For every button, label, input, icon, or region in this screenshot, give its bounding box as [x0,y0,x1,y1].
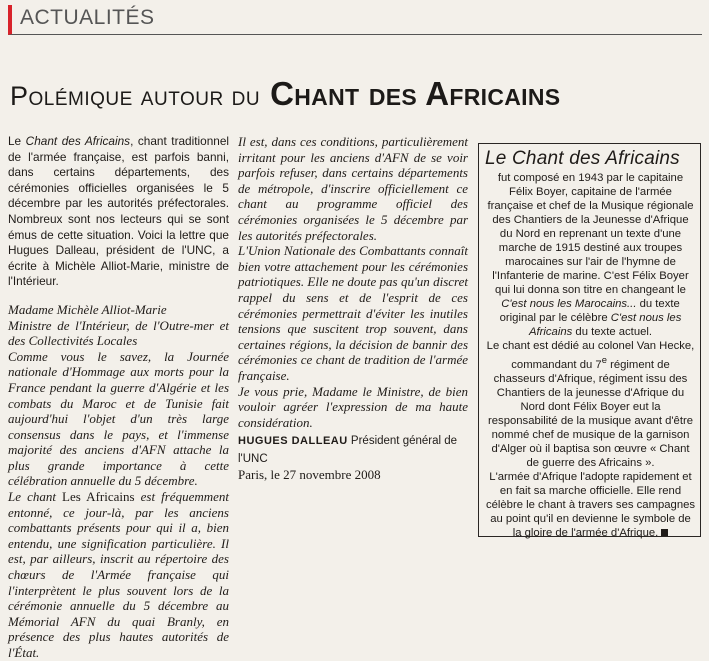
headline-part2: Chant des Africains [270,75,561,112]
sidebar-paragraph-3: L'armée d'Afrique l'adopte rapidement et en fait sa marche officielle. Elle rend célèbre le chant à travers ses campagnes au point qu'il en devienne le symbole de la gloire de l'armée d'Afrique. [485,470,696,539]
sidebar-paragraph-1: fut composé en 1943 par le capitaine Félix Boyer, capitaine de l'armée française et chef de la Musique régionale des Chantiers de la Jeunesse d'Afrique du Nord en reprenant un texte d'une marche de 1915 destiné aux troupes marocaines sur l'air de l'hymne de l'Infanterie de marine. C'est Félix Boyer qui lui donna son titre en changeant le C'est nous les Marocains... du texte original par le célèbre C'est nous les Africains du texte actuel. [487,172,694,338]
letter-signature [238,432,468,483]
article-intro: Le Chant des Africains, chant traditionnel de l'armée française, est parfois banni, dans certains départements, des cérémonies officielles organisées le 5 décembre par les autorités préfectorales. Nombreux sont nos lecteurs qui se sont émus de cette situation. Voici la lettre que Hugues Dalleau, président de l'UNC, a écrite à Michèle Alliot-Marie, ministre de l'Intérieur. [8,134,229,289]
end-square-icon [661,529,668,536]
article-column-1 [8,134,229,661]
article-headline [10,75,700,113]
signature-date: Paris, le 27 novembre 2008 [238,467,381,483]
sidebar-title: Le Chant des Africains [485,148,680,169]
sidebar-box [478,143,701,537]
article-column-2 [238,134,468,483]
section-title: ACTUALITÉS [20,6,155,29]
letter-paragraph-1: Comme vous le savez, la Journée nationale d'Hommage aux morts pour la France pendant la guerre d'Algérie et les combats du Maroc et de Tunisie fait aujourd'hui l'objet d'un très large consensus dans le pays, et l'immense majorité des anciens d'AFN attache la plus grande importance à cette célébration annuelle du 5 décembre. [8,348,229,489]
letter-ministry: Ministre de l'Intérieur, de l'Outre-mer et des Collectivités Locales [8,317,229,349]
letter-paragraph-2: Le chant Les Africains est fréquemment entonné, ce jour-là, par les anciens combattants présents pour qui il a, bien entendu, une signification particulière. Il est, par ailleurs, inscrit au répertoire des chœurs de l'Armée française qui l'interprètent le plus souvent lors de la cérémonie annuelle du 5 décembre au Mémorial AFN du quai Branly, en présence des plus hautes autorités de l'État. [8,489,230,660]
letter-paragraph-5: Je vous prie, Madame le Ministre, de bien vouloir agréer l'expression de ma haute considération. [238,383,468,430]
letter-start [8,302,229,661]
letter-paragraph-3: Il est, dans ces conditions, particulièrement irritant pour les anciens d'AFN de se voir parfois refuser, dans certains départements de métropole, d'inscrire officiellement ce chant au programme officiel des cérémonies organisées le 5 décembre par les autorités préfectorales. [238,134,468,243]
letter-paragraph-4: L'Union Nationale des Combattants connaît bien votre attachement pour les cérémonies patriotiques. Elle ne doute pas qu'un discret rappel du sens et de l'esprit de ces cérémonies permettrait d'éviter les inutiles tensions que suscitent trop souvent, dans certaines régions, la décision de bannir des cérémonies ce chant de tradition de l'armée française. [238,243,468,383]
section-header [8,5,702,35]
headline-part1: Polémique autour du [10,81,261,111]
signature-title: Président général de l'UNC [238,435,458,465]
sidebar-paragraph-2: Le chant est dédié au colonel Van Hecke, commandant du 7e régiment de chasseurs d'Afrique, régiment issu des Chantiers de la jeunesse d'Afrique du Nord dont Félix Boyer eut la responsabilité de la musique avant d'être nommé chef de musique de la garnison d'Alger où il baptisa son œuvre « Chant de guerre des Africains ». [486,340,695,469]
signature-name: HUGUES DALLEAU [238,435,348,448]
letter-salutation: Madame Michèle Alliot-Marie [8,301,167,317]
